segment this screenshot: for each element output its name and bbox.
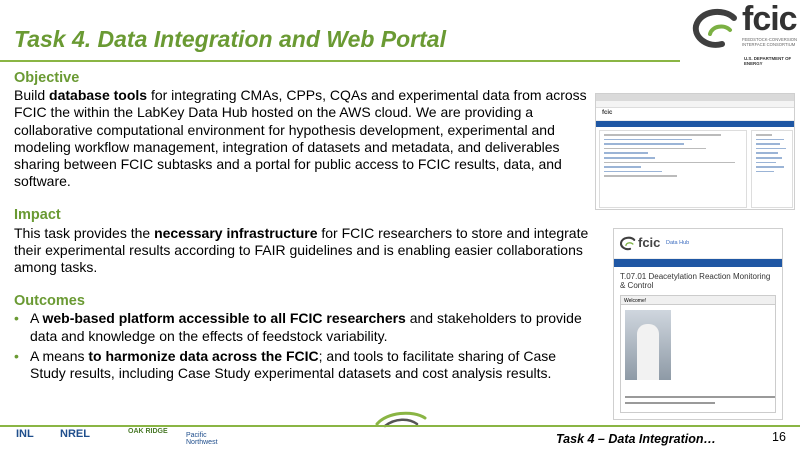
- outcome-bold: web-based platform accessible to all FCIC researchers: [42, 310, 406, 327]
- logo-doe: U.S. DEPARTMENT OF ENERGY: [744, 56, 792, 66]
- researcher-photo: [625, 310, 671, 380]
- datahub-page-title: T.07.01 Deacetylation Reaction Monitoring & Control: [620, 272, 771, 290]
- outcome-bold: to harmonize data across the FCIC: [88, 347, 319, 364]
- pnnl-logo: Pacific Northwest: [186, 432, 218, 446]
- datahub-header: [614, 229, 782, 259]
- impact-text-post: for FCIC researchers to store and integrate their experimental results according to FAIR guidelines and is enabling easier collaborations among tasks.: [14, 224, 589, 276]
- datahub-welcome-panel: [620, 295, 776, 413]
- objective-text-post: for integrating CMAs, CPPs, CQAs and experimental data from across FCIC the within the LabKey Data Hub hosted on the AWS cloud. We are providing a collaborative computational environment for hypothesis development, experimental and modeling workflow management, integration of datasets and metadata, and deliverables sharing between FCIC subtasks and a portal for public access to FCIC results, data, and software.: [14, 87, 587, 190]
- objective-text-bold: database tools: [49, 87, 148, 104]
- impact-text: [14, 225, 590, 277]
- impact-text-pre: This task provides the: [14, 224, 155, 241]
- title-divider: [0, 60, 680, 62]
- outcome-post: and stakeholders to provide data and knowledge on the effects of feedstock variability.: [30, 310, 582, 344]
- datahub-nav-bar: [614, 259, 782, 267]
- labkey-brand-bar: [596, 108, 794, 121]
- swirl-logo-icon: [619, 236, 637, 252]
- outcomes-heading: Outcomes: [14, 293, 85, 310]
- swirl-logo-icon: [690, 8, 742, 52]
- browser-tabs: [596, 94, 794, 101]
- inl-logo: INL: [16, 428, 34, 440]
- objective-text-pre: Build: [14, 87, 50, 104]
- labkey-brand-logo: fcic: [602, 110, 613, 116]
- outcome-item: [14, 348, 590, 382]
- objective-text: [14, 87, 590, 190]
- datahub-logo: fcic: [638, 235, 661, 250]
- browser-address-bar: [596, 101, 794, 108]
- labkey-sidebar: [751, 130, 793, 208]
- outcome-item: [14, 310, 590, 344]
- labkey-main-panel: [599, 130, 747, 208]
- outcome-pre: A means: [30, 347, 89, 364]
- outcome-post: ; and tools to facilitate sharing of Case Study results, including Case Study experimental datasets and cost analysis results.: [30, 347, 557, 382]
- logo-subtitle: FEEDSTOCK-CONVERSION INTERFACE CONSORTIUM: [742, 37, 798, 47]
- slide-content: [14, 70, 590, 382]
- datahub-screenshot: [613, 228, 783, 420]
- footer-swirl-icon: [373, 408, 429, 432]
- ornl-logo: OAK RIDGE: [128, 428, 168, 435]
- nrel-logo: NREL: [60, 428, 90, 440]
- page-number: 16: [772, 430, 786, 444]
- footer-task-label: Task 4 – Data Integration…: [556, 432, 716, 446]
- logo-wordmark: fcic: [742, 0, 797, 38]
- impact-text-bold: necessary infrastructure: [154, 224, 318, 241]
- labkey-screenshot: [595, 93, 795, 210]
- datahub-logo-sub: Data Hub: [666, 240, 690, 246]
- page-title: Task 4. Data Integration and Web Portal: [14, 26, 446, 52]
- fcic-logo: [690, 0, 798, 66]
- objective-heading: Objective: [14, 70, 80, 86]
- panel-heading: Welcome!: [621, 296, 775, 305]
- outcome-pre: A: [30, 310, 43, 327]
- impact-heading: Impact: [14, 207, 61, 224]
- footer-divider: [0, 425, 800, 427]
